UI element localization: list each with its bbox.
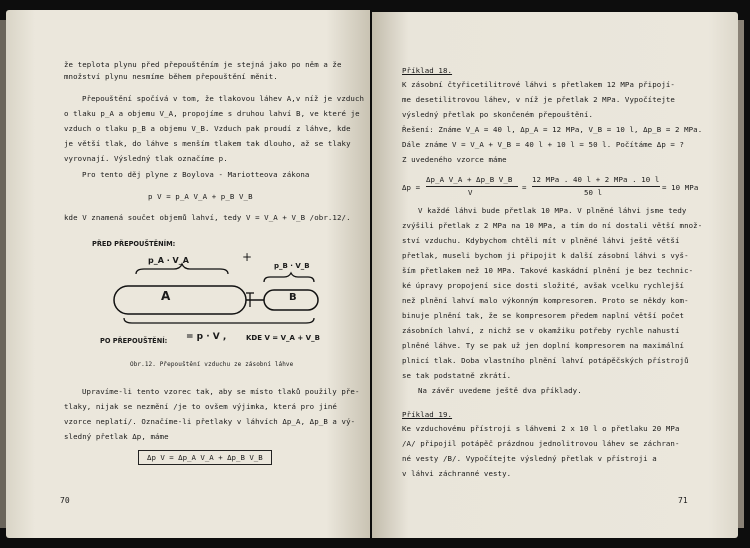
- left-page: [6, 10, 370, 538]
- left-line-7: vyrovnají. Výsledný tlak označíme p.: [64, 154, 228, 163]
- fraction-bar-2: [532, 186, 660, 187]
- bottle-b-label: B: [289, 292, 297, 303]
- right-page: [372, 12, 738, 538]
- right-line-b12: se tak podstatně zkrátí.: [402, 371, 512, 380]
- bottle-a-label: A: [161, 289, 171, 303]
- left-line-2: množství plynu nesmíme během přepouštění měnit.: [64, 72, 278, 81]
- right-line-b9: zásobních lahví, z nichž se v okamžiku potřeby rychle nahustí: [402, 326, 680, 335]
- kde-part: KDE V = V_A + V_B: [246, 334, 320, 342]
- left-line-14: sledný přetlak Δp, máme: [64, 432, 169, 441]
- right-line-b1: V každé láhvi bude přetlak 10 MPa. V plněné láhvi jsme tedy: [418, 206, 687, 215]
- formula-den2: 50 l: [584, 188, 603, 197]
- plus-sign: +: [242, 250, 253, 264]
- right-page-edge: [738, 20, 744, 528]
- right-line-a2: me desetilitrovou láhev, v níž je přetlak 2 MPa. Vypočítejte: [402, 95, 675, 104]
- right-line-a5: Dále známe V = V_A + V_B = 40 l + 10 l = 50 l. Počítáme Δp = ?: [402, 140, 685, 149]
- right-line-b7: než plnění lahví malo výkonným kompresorem. Proto se někdy kom-: [402, 296, 689, 305]
- right-line-b10: plněné láhve. Ty se pak už jen doplní kompresorem na maximální: [402, 341, 685, 350]
- left-line-8: Pro tento děj plyne z Boylova - Mariotteova zákona: [82, 170, 310, 179]
- left-line-13: vzorce neplatí/. Označíme-li přetlaky v láhvích Δp_A, Δp_B a vý-: [64, 417, 356, 426]
- right-line-b8: binuje plnění tak, že se kompresorem předem naplní větší počet: [402, 311, 685, 320]
- right-line-a1: K zásobní čtyřicetilitrové láhvi s přetlakem 12 MPa připojí-: [402, 80, 675, 89]
- formula-num2: 12 MPa . 40 l + 2 MPa . 10 l: [532, 175, 660, 184]
- right-line-c4: v láhvi záchranné vesty.: [402, 469, 512, 478]
- left-line-11: Upravíme-li tento vzorec tak, aby se místo tlaků použily pře-: [82, 387, 360, 396]
- right-line-a6: Z uvedeného vzorce máme: [402, 155, 507, 164]
- left-line-4: o tlaku p_A a objemu V_A, propojíme s druhou lahví B, ve které je: [64, 109, 360, 118]
- term-b: p_B · V_B: [274, 262, 310, 270]
- left-formula-main: p V = p_A V_A + p_B V_B: [148, 192, 253, 201]
- example-18-title: Příklad 18.: [402, 66, 453, 75]
- right-line-b11: plnicí tlak. Doba vlastního plnění lahví potápěčských přístrojů: [402, 356, 689, 365]
- term-a: p_A · V_A: [148, 256, 189, 265]
- after-label: PO PŘEPOUŠTĚNÍ:: [100, 337, 168, 345]
- right-line-b4: přetlak, museli bychom ji připojit k další zásobní láhvi s vyš-: [402, 251, 689, 260]
- left-line-12: tlaky, nijak se nezmění /je to ovšem výjimka, která pro jiné: [64, 402, 337, 411]
- bottles-diagram: [96, 252, 336, 332]
- page-number-left: 70: [60, 496, 70, 505]
- formula-den1: V: [468, 188, 473, 197]
- formula-num1: Δp_A V_A + Δp_B V_B: [426, 175, 513, 184]
- formula-mid: =: [522, 183, 527, 192]
- right-line-c3: né vesty /B/. Vypočítejte výsledný přetlak v přístroji a: [402, 454, 657, 463]
- formula-lhs: Δp =: [402, 183, 421, 192]
- fraction-bar-1: [426, 186, 518, 187]
- right-line-c2: /A/ připojil potápěč prázdnou jednolitrovou láhev se záchran-: [402, 439, 680, 448]
- right-line-a3: výsledný přetlak po skončeném přepouštění.: [402, 110, 594, 119]
- right-line-b5: ším přetlakem než 10 MPa. Takové kaskádní plnění je bez technic-: [402, 266, 694, 275]
- example-19-title: Příklad 19.: [402, 410, 453, 419]
- right-line-b6: ké úpravy propojení sice dosti složité, avšak vcelku rychlejší: [402, 281, 685, 290]
- right-line-b3: ství vzduchu. Kdybychom chtěli mít v plněné láhvi ještě větší: [402, 236, 680, 245]
- before-label: PŘED PŘEPOUŠTĚNÍM:: [92, 240, 176, 248]
- left-line-3: Přepouštění spočívá v tom, že tlakovou láhev A,v níž je vzduch: [82, 94, 365, 103]
- right-line-a4: Řešení: Známe V_A = 40 l, Δp_A = 12 MPa, V_B = 10 l, Δp_B = 2 MPa.: [402, 125, 703, 134]
- right-line-b2: zvýšili přetlak z 2 MPa na 10 MPa, a tím do ní dostali větší množ-: [402, 221, 703, 230]
- boxed-formula: Δp V = Δp_A V_A + Δp_B V_B: [138, 450, 272, 465]
- left-line-5: vzduch o tlaku p_B a objemu V_B. Vzduch pak proudí z láhve, kde: [64, 124, 351, 133]
- left-line-6: je větší tlak, do láhve s menším tlakem tak dlouho, až se tlaky: [64, 139, 351, 148]
- left-line-1: že teplota plynu před přepouštěním je stejná jako po něm a že: [64, 60, 342, 69]
- left-line-10: kde V znamená součet objemů lahví, tedy V = V_A + V_B /obr.12/.: [64, 213, 351, 222]
- page-number-right: 71: [678, 496, 688, 505]
- formula-result: = 10 MPa: [662, 183, 699, 192]
- right-line-c1: Ke vzduchovému přístroji s láhvemi 2 x 10 l o přetlaku 20 MPa: [402, 424, 680, 433]
- figure-caption: Obr.12. Přepouštění vzduchu ze zásobní láhve: [130, 361, 294, 368]
- right-line-b13: Na závěr uvedeme ještě dva příklady.: [418, 386, 582, 395]
- equals-part: = p · V ,: [186, 332, 227, 342]
